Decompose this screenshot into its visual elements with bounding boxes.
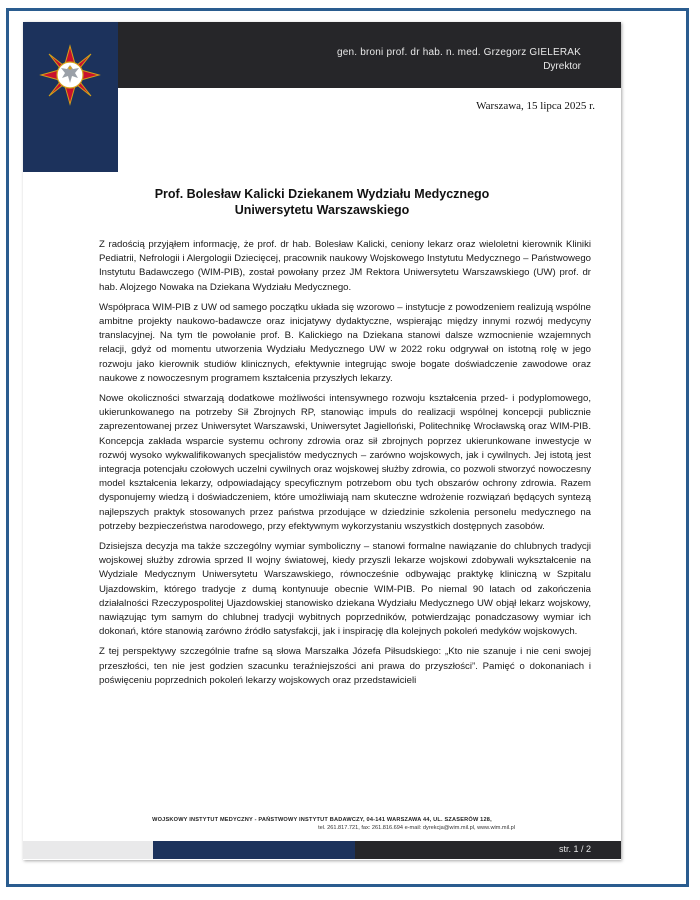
document-page bbox=[23, 22, 621, 860]
wim-emblem-icon bbox=[39, 44, 101, 106]
paragraph: Dzisiejsza decyzja ma także szczególny wymiar symboliczny – stanowi formalne nawiązanie do chlubnych tradycji wojskowej służby zdrowia sprzed II wojny światowej, kiedy przyszli lekarze wojskowi zdobywali wykształcenie na Wydziale Medycznym Uniwersytetu Warszawskiego, równocześnie odbywając praktykę kliniczną w Szpitalu Ujazdowskim, którego tradycje z dumą kontynuuje obecnie WIM-PIB. Po niemal 90 latach od zakończenia działalności Rzeczypospolitej Ujazdowskiej stanowisko dziekana Wydziału Medycznego UW objął lekarz wojskowy, nawiązując tym samym do chlubnej tradycji wybitnych poprzedników, potwierdzając ponadczasowy wymiar ich dokonań, które stanowią zarówno źródło satysfakcji, jak i inspirację dla kolejnych pokoleń medyków wojskowych. bbox=[99, 541, 591, 638]
footer-organization: WOJSKOWY INSTYTUT MEDYCZNY - PAŃSTWOWY INSTYTUT BADAWCZY, 04-141 WARSZAWA 44, UL. SZASERÓW 128, bbox=[152, 817, 492, 823]
title-line-1: Prof. Bolesław Kalicki Dziekanem Wydziału Medycznego bbox=[154, 187, 490, 201]
footer-bar-segment bbox=[153, 841, 355, 859]
date-line: Warszawa, 15 lipca 2025 r. bbox=[476, 100, 595, 112]
header-bar bbox=[118, 22, 621, 88]
paragraph: Współpraca WIM-PIB z UW od samego początku układa się wzorowo – instytucje z powodzeniem realizują wspólne ambitne projekty naukowo-badawcze oraz inicjatywy dydaktyczne, wspierając między innymi rozwój medycyny translacyjnej. Na tym tle powołanie prof. B. Kalickiego na Dziekana stanowi dalsze wzmocnienie wzajemnych relacji, gdyż od momentu utworzenia Wydziału Medycznego UW w 2022 roku odgrywał on istotną rolę w jego rozwoju jako kierownik studiów klinicznych, efektywnie integrując swoje bogate doświadczenie zawodowe oraz naukowe z nowoczesnym programem kształcenia przyszłych lekarzy. bbox=[99, 301, 591, 384]
paragraph: Z tej perspektywy szczególnie trafne są słowa Marszałka Józefa Piłsudskiego: „Kto nie szanuje i nie ceni swojej przeszłości, ten nie jest godzien szacunku teraźniejszości ani prawa do przyszłości”. Pamięć o dokonaniach i poświęceniu poprzednich pokoleń lekarzy wojskowych oraz przedstawicieli bbox=[99, 646, 591, 686]
paragraph: Nowe okoliczności stwarzają dodatkowe możliwości intensywnego rozwoju kształcenia przed- i podyplomowego, ukierunkowanego na potrzeby Sił Zbrojnych RP, stanowiąc impuls do realizacji wspólnej koncepcji publicznie zaprezentowanej przez Uniwersytet Warszawski, Uniwersytet Jagielloński, Politechnikę Wrocławską oraz WIM-PIB. Koncepcja zakłada wsparcie systemu ochrony zdrowia oraz sił zbrojnych poprzez ukierunkowane inwestycje w rozwój wysoko wykwalifikowanych specjalistów medycznych – zarówno wojskowych, jak i cywilnych. Jej istotą jest integracja potencjału czołowych uczelni cywilnych oraz wojskowej służby zdrowia, co pozwoli stworzyć nowoczesny model kształcenia lekarzy, odpowiadający specyficznym potrzebom obu tych obszarów ochrony zdrowia. Razem dysponujemy wiedzą i doświadczeniem, które umożliwiają nam skuteczne wdrożenie rozwiązań będących syntezą najlepszych praktyk stosowanych przez państwa przodujące w dziedzinie szkolenia personelu medycznego na potrzeby bezpieczeństwa narodowego, przy efektywnym wykorzystaniu wszystkich dostępnych zasobów. bbox=[99, 393, 591, 532]
footer-bar-segment bbox=[23, 841, 153, 859]
paragraph: Z radością przyjąłem informację, że prof. dr hab. Bolesław Kalicki, ceniony lekarz oraz wieloletni kierownik Kliniki Pediatrii, Nefrologii i Alergologii Dziecięcej, pracownik naukowy Wojskowego Instytutu Medycznego – Państwowego Instytutu Badawczego (WIM-PIB), został powołany przez JM Rektora Uniwersytetu Warszawskiego (UW) prof. dr hab. Alojzego Nowaka na Dziekana Wydziału Medycznego. bbox=[99, 239, 591, 293]
footer-bar bbox=[23, 841, 621, 859]
header-author: gen. broni prof. dr hab. n. med. Grzegorz GIELERAK bbox=[336, 47, 581, 58]
footer-contact: tel. 261.817.721, fax: 261.816.694 e-mail: dyrekcja@wim.mil.pl, www.wim.mil.pl bbox=[318, 825, 515, 831]
logo-panel bbox=[23, 22, 118, 172]
footer-bar-segment bbox=[355, 841, 621, 859]
page-number: str. 1 / 2 bbox=[558, 844, 591, 854]
header-role: Dyrektor bbox=[543, 61, 581, 72]
body-text bbox=[99, 238, 591, 694]
title-line-2: Uniwersytetu Warszawskiego bbox=[234, 203, 410, 217]
document-title bbox=[23, 186, 621, 218]
